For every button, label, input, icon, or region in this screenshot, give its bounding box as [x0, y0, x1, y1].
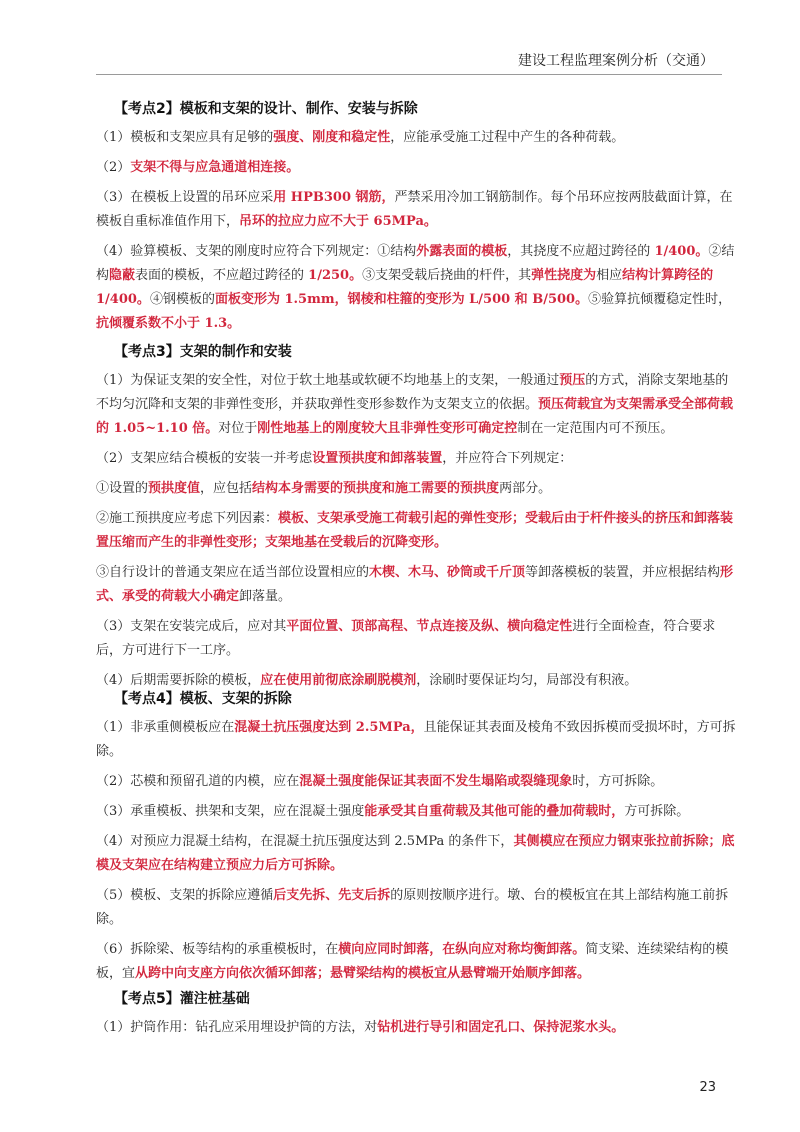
- highlighted-text: 模板、支架承受施工荷载引起的弹性变形；受载后由于杆件接头的挤压和卸落装置压缩而产生的非弹性变形；支架地基在受载后的沉降变形。: [96, 511, 734, 550]
- paragraph: [96, 477, 736, 501]
- highlighted-text: 混凝土强度能保证其表面不发生塌陷或裂缝现象: [299, 774, 573, 789]
- paragraph: [96, 369, 736, 441]
- paragraph: [96, 884, 736, 932]
- body-text: ，并应符合下列规定：: [442, 451, 573, 466]
- paragraph: [96, 938, 736, 986]
- section-point-5: [96, 988, 736, 1046]
- body-text: ①设置的: [96, 481, 149, 496]
- section-point-4: [96, 688, 736, 992]
- highlighted-text: 木楔、木马、砂筒或千斤顶: [369, 565, 526, 580]
- highlighted-text: 1/400。: [654, 244, 709, 259]
- body-text: ，应能承受施工过程中产生的各种荷载。: [390, 130, 625, 145]
- body-text: 制在一定范围内可不预压。: [517, 421, 674, 436]
- body-text: ②施工预拱度应考虑下列因素：: [96, 511, 279, 526]
- highlighted-text: 吊环的拉应力应不大于 65MPa。: [239, 214, 437, 229]
- body-text: （3）承重模板、拱架和支架，应在混凝土强度: [96, 804, 365, 819]
- body-text: 简支梁、连续梁结构的模板，宜: [96, 942, 729, 981]
- section-heading: 【考点5】灌注桩基础: [114, 991, 250, 1007]
- highlighted-text: 弹性挠度为: [531, 268, 597, 283]
- body-text: （1）非承重侧模板应在: [96, 720, 235, 735]
- section-body: [96, 369, 736, 693]
- section-body: [96, 716, 736, 986]
- highlighted-text: 能承受其自重荷载及其他可能的叠加荷载时，: [364, 804, 625, 819]
- highlighted-text: 应在使用前彻底涂刷脱模剂: [260, 673, 417, 688]
- highlighted-text: 支架不得与应急通道相连接。: [130, 160, 300, 175]
- section-heading: 【考点3】支架的制作和安装: [114, 344, 292, 360]
- highlighted-text: 钻机进行导引和固定孔口、保持泥浆水头。: [377, 1020, 625, 1035]
- section-point-3: [96, 341, 736, 699]
- body-text: 等卸落模板的装置，并应根据结构: [525, 565, 721, 580]
- paragraph: [96, 447, 736, 471]
- body-text: （2）: [96, 160, 131, 175]
- body-text: （1）模板和支架应具有足够的: [96, 130, 274, 145]
- body-text: （4）后期需要拆除的模板，: [96, 673, 261, 688]
- paragraph: [96, 1016, 736, 1040]
- body-text: 卸落量。: [239, 589, 292, 604]
- body-text: 的原则按顺序进行。墩、台的模板宜在其上部结构施工前拆除。: [96, 888, 729, 927]
- body-text: （1）为保证支架的安全性，对位于软土地基或软硬不均地基上的支架，一般通过: [96, 373, 560, 388]
- body-text: ，其挠度不应超过跨径的: [507, 244, 655, 259]
- highlighted-text: 设置预拱度和卸落装置: [312, 451, 443, 466]
- body-text: 且能保证其表面及棱角不致因拆模而受损坏时，方可拆除。: [96, 720, 736, 759]
- body-text: 两部分。: [499, 481, 552, 496]
- section-heading: 【考点2】模板和支架的设计、制作、安装与拆除: [114, 101, 418, 117]
- body-text: 对位于: [218, 421, 258, 436]
- highlighted-text: 结构计算跨径的 1/400。: [96, 268, 714, 307]
- section-heading: 【考点4】模板、支架的拆除: [114, 691, 292, 707]
- paragraph: [96, 716, 736, 764]
- section-body: [96, 126, 736, 336]
- paragraph: [96, 830, 736, 878]
- highlighted-text: 面板变形为 1.5mm，钢棱和柱箍的变形为 L/500 和 B/500。: [214, 292, 589, 307]
- highlighted-text: 预压: [559, 373, 586, 388]
- paragraph: [96, 126, 736, 150]
- paragraph: [96, 240, 736, 336]
- section-body: [96, 1016, 736, 1040]
- paragraph: [96, 507, 736, 555]
- paragraph: [96, 800, 736, 824]
- highlighted-text: 外露表面的模板: [416, 244, 508, 259]
- body-text: （6）拆除梁、板等结构的承重模板时，在: [96, 942, 339, 957]
- body-text: （3）支架在安装完成后，应对其: [96, 619, 287, 634]
- highlighted-text: 结构本身需要的预拱度和施工需要的预拱度: [252, 481, 500, 496]
- body-text: （1）护筒作用：钻孔应采用埋设护筒的方法，对: [96, 1020, 378, 1035]
- body-text: （4）验算模板、支架的刚度时应符合下列规定：①结构: [96, 244, 417, 259]
- section-point-2: [96, 98, 736, 342]
- highlighted-text: 1/250。: [308, 268, 363, 283]
- highlighted-text: 强度、刚度和稳定性: [273, 130, 391, 145]
- highlighted-text: 从跨中向支座方向依次循环卸落；悬臂梁结构的模板宜从悬臂端开始顺序卸落。: [135, 966, 591, 981]
- body-text: （2）支架应结合模板的安装一并考虑: [96, 451, 313, 466]
- highlighted-text: 预拱度值: [148, 481, 201, 496]
- body-text: （3）在模板上设置的吊环应采: [96, 190, 274, 205]
- body-text: （2）芯模和预留孔道的内模，应在: [96, 774, 300, 789]
- highlighted-text: 预压荷载宜为支架需承受全部荷载的 1.05~1.10 倍。: [96, 397, 734, 436]
- body-text: （5）模板、支架的拆除应遵循: [96, 888, 274, 903]
- highlighted-text: 其侧模应在预应力钢束张拉前拆除；底模及支架应在结构建立预应力后方可拆除。: [96, 834, 735, 873]
- body-text: 时，方可拆除。: [572, 774, 664, 789]
- body-text: ，涂刷时要保证均匀，局部没有积液。: [416, 673, 638, 688]
- body-text: 方可拆除。: [624, 804, 690, 819]
- paragraph: [96, 186, 736, 234]
- page-number: 23: [699, 1080, 716, 1095]
- highlighted-text: 横向应同时卸落，在纵向应对称均衡卸落。: [338, 942, 586, 957]
- body-text: 表面的模板，不应超过跨径的: [135, 268, 309, 283]
- header-divider: [96, 74, 722, 75]
- body-text: ，应包括: [200, 481, 253, 496]
- body-text: ③自行设计的普通支架应在适当部位设置相应的: [96, 565, 370, 580]
- highlighted-text: 平面位置、顶部高程、节点连接及纵、横向稳定性: [286, 619, 573, 634]
- paragraph: [96, 561, 736, 609]
- body-text: 严禁采用冷加工钢筋制作。每个吊环应按两肢截面计算，在模板自重标准值作用下，: [96, 190, 733, 229]
- body-text: 的方式，消除支架地基的不均匀沉降和支架的非弹性变形，并获取弹性变形参数作为支架支立的依据。: [96, 373, 729, 412]
- body-text: （4）对预应力混凝土结构，在混凝土抗压强度达到 2.5MPa 的条件下，: [96, 834, 514, 849]
- highlighted-text: 用 HPB300 钢筋，: [273, 190, 395, 205]
- highlighted-text: 后支先拆、先支后拆: [273, 888, 391, 903]
- highlighted-text: 形式、承受的荷载大小确定: [96, 565, 734, 604]
- running-header: 建设工程监理案例分析（交通）: [518, 53, 714, 69]
- body-text: ⑤验算抗倾覆稳定性时，: [588, 292, 732, 307]
- body-text: 相应: [596, 268, 623, 283]
- body-text: ②结构: [96, 244, 735, 283]
- highlighted-text: 刚性地基上的刚度较大且非弹性变形可确定控: [257, 421, 518, 436]
- highlighted-text: 隐蔽: [109, 268, 136, 283]
- highlighted-text: 抗倾覆系数不小于 1.3。: [96, 316, 241, 331]
- body-text: 进行全面检查，符合要求后，方可进行下一工序。: [96, 619, 716, 658]
- highlighted-text: 混凝土抗压强度达到 2.5MPa，: [234, 720, 424, 735]
- body-text: ④钢模板的: [149, 292, 215, 307]
- paragraph: [96, 156, 736, 180]
- paragraph: [96, 615, 736, 663]
- paragraph: [96, 770, 736, 794]
- body-text: ③支架受载后挠曲的杆件，其: [362, 268, 532, 283]
